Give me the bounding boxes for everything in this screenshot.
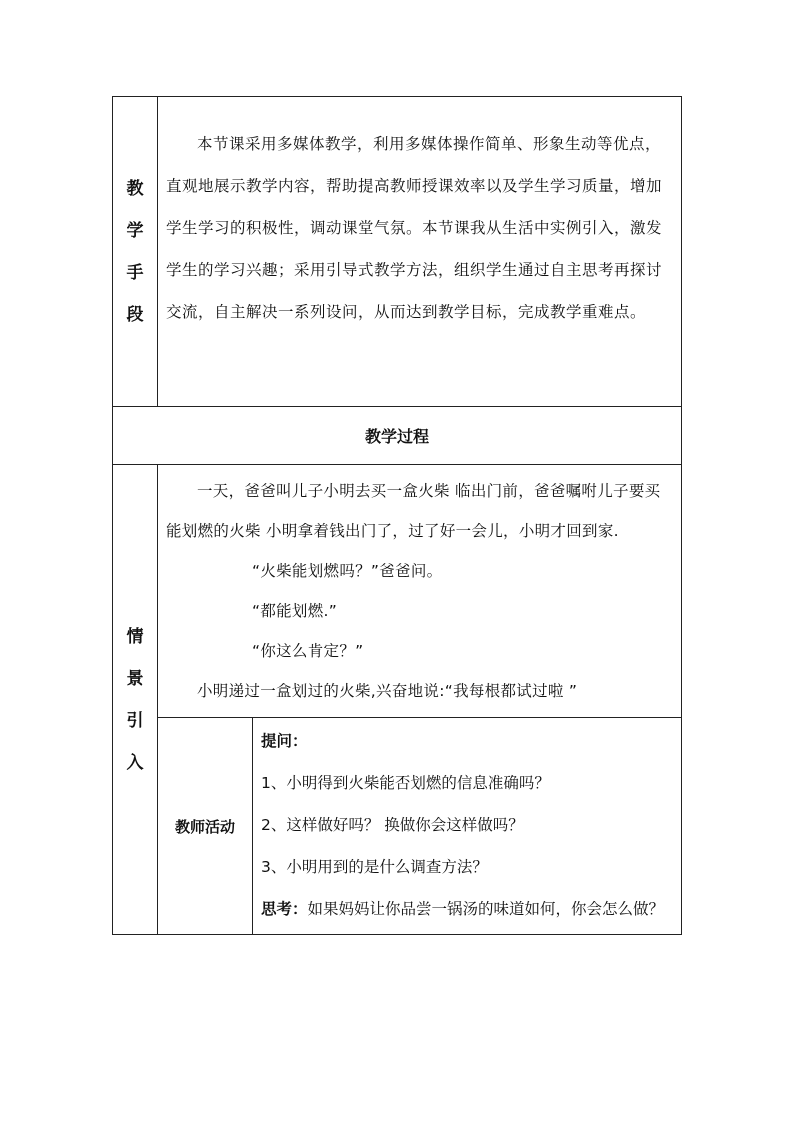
teacher-activity-row <box>158 718 681 935</box>
think-text: 如果妈妈让你品尝一锅汤的味道如何，你会怎么做？ <box>307 900 665 918</box>
teaching-method-text: 本节课采用多媒体教学，利用多媒体操作简单、形象生动等优点，直观地展示教学内容，帮助提高教师授课效率以及学生学习质量，增加学生学习的积极性，调动课堂气氛。本节课我从生活中实例引入，激发学生的学习兴趣；采用引导式教学方法，组织学生通过自主思考再探讨交流，自主解决一系列设问，从而达到教学目标，完成教学重难点。 <box>166 135 663 321</box>
scenario-content-cell <box>158 465 682 935</box>
label-char: 学 <box>126 220 144 241</box>
scenario-row <box>113 465 682 935</box>
lesson-plan-table <box>112 96 682 935</box>
scenario-label <box>127 622 144 778</box>
story-end: 小明递过一盒划过的火柴,兴奋地说:“我每根都试过啦 ” <box>197 682 578 700</box>
question-item: 2、这样做好吗？ 换做你会这样做吗？ <box>261 816 524 834</box>
teaching-process-title: 教学过程 <box>113 407 682 465</box>
label-char: 景 <box>126 668 144 689</box>
teacher-activity-table <box>158 717 681 934</box>
question-item: 3、小明用到的是什么调查方法？ <box>261 858 488 876</box>
teaching-method-label-cell <box>113 97 158 407</box>
teaching-method-content-cell <box>158 97 682 407</box>
teaching-method-label <box>127 174 144 330</box>
scenario-story <box>158 465 681 717</box>
teaching-process-row <box>113 407 682 465</box>
label-char: 手 <box>126 262 144 283</box>
question-heading: 提问： <box>261 732 308 750</box>
label-char: 入 <box>126 752 144 773</box>
story-intro: 一天，爸爸叫儿子小明去买一盒火柴 临出门前，爸爸嘱咐儿子要买能划燃的火柴 小明拿着钱出门了，过了好一会儿，小明才回到家. <box>166 482 661 540</box>
teacher-activity-content <box>253 718 682 935</box>
label-char: 教 <box>126 178 144 199</box>
dialog-line: “你这么肯定？” <box>252 642 364 660</box>
think-paragraph <box>261 888 675 930</box>
teacher-activity-label: 教师活动 <box>158 718 253 935</box>
scenario-label-cell <box>113 465 158 935</box>
dialog-line: “都能划燃.” <box>252 602 338 620</box>
question-item: 1、小明得到火柴能否划燃的信息准确吗？ <box>261 774 550 792</box>
label-char: 引 <box>126 710 144 731</box>
dialog-line: “火柴能划燃吗？”爸爸问。 <box>252 562 443 580</box>
think-label: 思考： <box>261 900 308 918</box>
label-char: 情 <box>126 626 144 647</box>
label-char: 段 <box>126 304 144 325</box>
teaching-method-row <box>113 97 682 407</box>
